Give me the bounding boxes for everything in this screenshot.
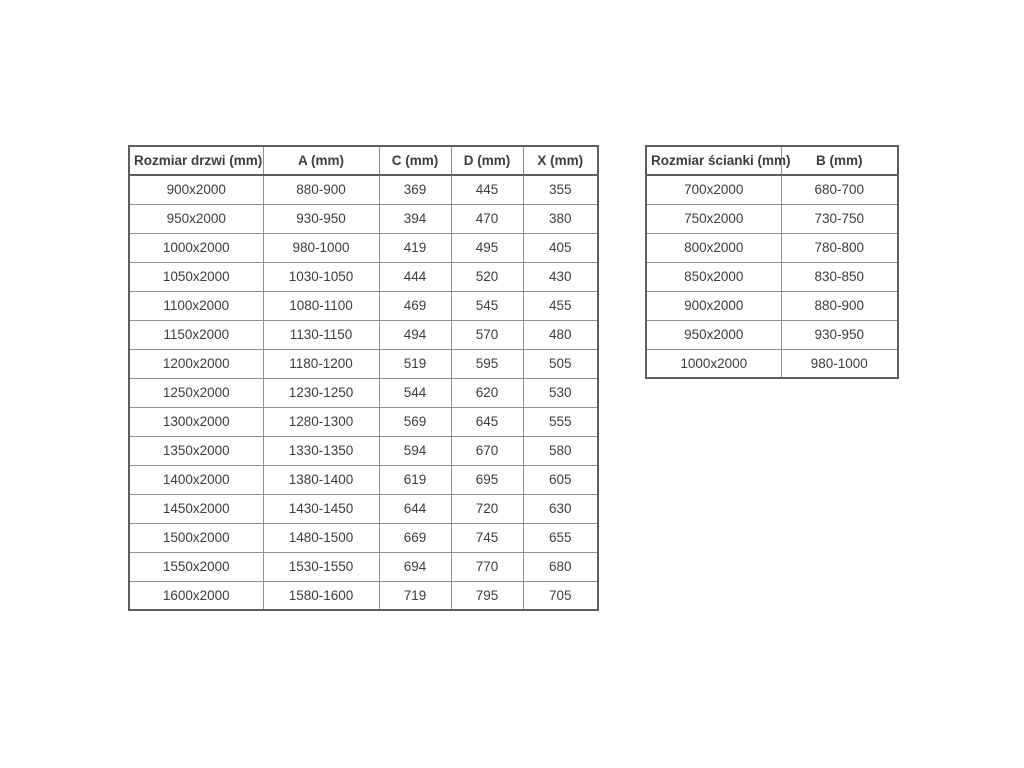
table-row [129,262,598,291]
table-cell: 630 [523,494,598,523]
column-header: A (mm) [263,146,379,175]
table-cell: 394 [379,204,451,233]
table-row [646,320,898,349]
table-cell: 1450x2000 [129,494,263,523]
table-cell: 644 [379,494,451,523]
table-row [129,407,598,436]
table-row [646,175,898,204]
table-cell: 1600x2000 [129,581,263,610]
table-cell: 930-950 [263,204,379,233]
table-cell: 1280-1300 [263,407,379,436]
table-cell: 405 [523,233,598,262]
table-cell: 595 [451,349,523,378]
column-header: Rozmiar ścianki (mm) [646,146,781,175]
table-row [129,523,598,552]
table-row [129,552,598,581]
table-cell: 455 [523,291,598,320]
table-cell: 545 [451,291,523,320]
table-cell: 745 [451,523,523,552]
table-cell: 795 [451,581,523,610]
table-row [129,291,598,320]
door-dimensions-table [128,145,599,611]
table-cell: 1030-1050 [263,262,379,291]
table-cell: 950x2000 [129,204,263,233]
header-row [129,146,598,175]
table-cell: 1180-1200 [263,349,379,378]
table-cell: 1150x2000 [129,320,263,349]
table-cell: 1530-1550 [263,552,379,581]
table-cell: 1500x2000 [129,523,263,552]
table-row [129,233,598,262]
table-cell: 530 [523,378,598,407]
table-cell: 1230-1250 [263,378,379,407]
table-cell: 605 [523,465,598,494]
table-cell: 669 [379,523,451,552]
table-row [129,349,598,378]
table-row [646,291,898,320]
column-header: Rozmiar drzwi (mm) [129,146,263,175]
table-cell: 1000x2000 [646,349,781,378]
table-cell: 520 [451,262,523,291]
table-cell: 1350x2000 [129,436,263,465]
table-cell: 900x2000 [129,175,263,204]
table-cell: 445 [451,175,523,204]
table-cell: 480 [523,320,598,349]
table-cell: 770 [451,552,523,581]
table-cell: 570 [451,320,523,349]
table-cell: 580 [523,436,598,465]
table-cell: 705 [523,581,598,610]
table-row [129,436,598,465]
table-cell: 430 [523,262,598,291]
table-cell: 880-900 [263,175,379,204]
table-cell: 1550x2000 [129,552,263,581]
table-cell: 1200x2000 [129,349,263,378]
table-cell: 569 [379,407,451,436]
table-row [129,494,598,523]
table-cell: 850x2000 [646,262,781,291]
table-cell: 1250x2000 [129,378,263,407]
table-cell: 470 [451,204,523,233]
table-cell: 1050x2000 [129,262,263,291]
table-cell: 645 [451,407,523,436]
table-row [129,175,598,204]
table-cell: 655 [523,523,598,552]
table-cell: 1080-1100 [263,291,379,320]
table-cell: 730-750 [781,204,898,233]
column-header: X (mm) [523,146,598,175]
table-cell: 1400x2000 [129,465,263,494]
table-row [646,233,898,262]
column-header: D (mm) [451,146,523,175]
table-cell: 469 [379,291,451,320]
table-cell: 670 [451,436,523,465]
wall-dimensions-table [645,145,899,379]
table-cell: 1480-1500 [263,523,379,552]
table-cell: 519 [379,349,451,378]
table-cell: 750x2000 [646,204,781,233]
table-cell: 720 [451,494,523,523]
table-row [129,204,598,233]
table-cell: 419 [379,233,451,262]
table-cell: 680 [523,552,598,581]
table-cell: 1430-1450 [263,494,379,523]
table-cell: 900x2000 [646,291,781,320]
table-cell: 380 [523,204,598,233]
table-cell: 369 [379,175,451,204]
table-cell: 1300x2000 [129,407,263,436]
table-cell: 355 [523,175,598,204]
column-header: B (mm) [781,146,898,175]
table-cell: 700x2000 [646,175,781,204]
table-row [129,465,598,494]
table-cell: 800x2000 [646,233,781,262]
table-cell: 495 [451,233,523,262]
table-cell: 544 [379,378,451,407]
table-cell: 594 [379,436,451,465]
table-row [129,320,598,349]
table-row [646,262,898,291]
table-cell: 830-850 [781,262,898,291]
table-cell: 1130-1150 [263,320,379,349]
table-cell: 1330-1350 [263,436,379,465]
table-cell: 780-800 [781,233,898,262]
table-row [129,378,598,407]
table-cell: 980-1000 [781,349,898,378]
table-cell: 930-950 [781,320,898,349]
table-cell: 494 [379,320,451,349]
table-cell: 444 [379,262,451,291]
table-cell: 694 [379,552,451,581]
header-row [646,146,898,175]
table-cell: 555 [523,407,598,436]
table-cell: 719 [379,581,451,610]
table-cell: 1100x2000 [129,291,263,320]
table-cell: 1000x2000 [129,233,263,262]
table-cell: 619 [379,465,451,494]
table-cell: 950x2000 [646,320,781,349]
table-cell: 880-900 [781,291,898,320]
table-cell: 620 [451,378,523,407]
table-row [646,204,898,233]
table-cell: 1380-1400 [263,465,379,494]
table-cell: 505 [523,349,598,378]
table-cell: 695 [451,465,523,494]
table-cell: 680-700 [781,175,898,204]
table-row [129,581,598,610]
table-cell: 1580-1600 [263,581,379,610]
table-cell: 980-1000 [263,233,379,262]
column-header: C (mm) [379,146,451,175]
table-row [646,349,898,378]
